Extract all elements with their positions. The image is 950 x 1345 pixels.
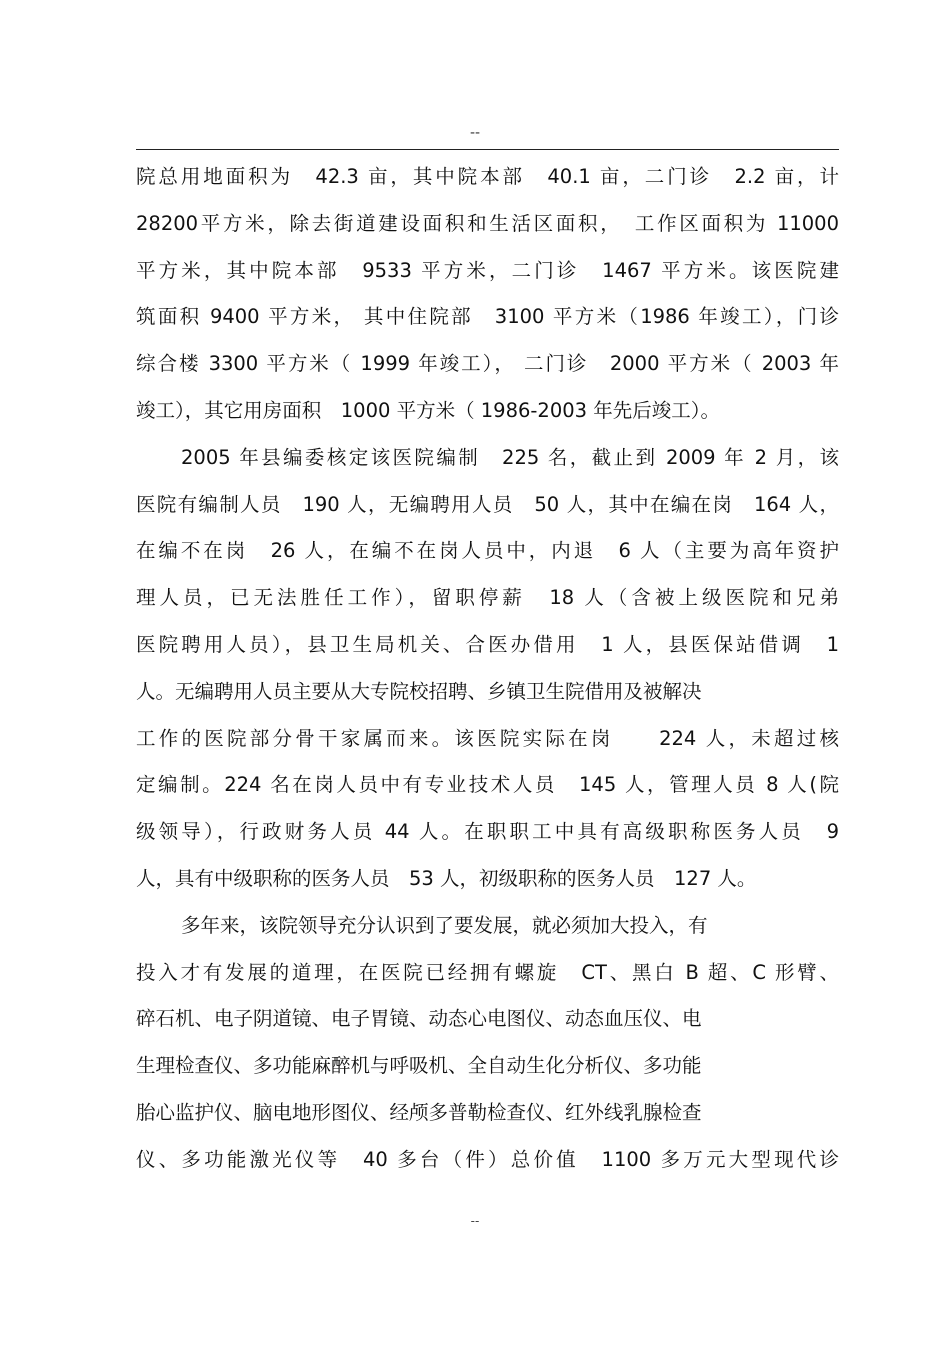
text-line: 竣工），其它用房面积 1000 平方米（ 1986-2003 年先后竣工）。 [136,398,721,422]
text-line: 工作的医院部分骨干家属而来。该医院实际在岗 224 人，未超过核 [136,726,839,750]
text-line: 级领导），行政财务人员 44 人。在职职工中具有高级职称医务人员 9 [136,820,839,844]
text-line: 仪、多功能激光仪等 40 多台（件）总价值 1100 多万元大型现代诊 [136,1147,839,1171]
text-line: 人。无编聘用人员主要从大专院校招聘、乡镇卫生院借用及被解决 [136,679,702,703]
text-line: 医院有编制人员 190 人，无编聘用人员 50 人，其中在编在岗 164 人， [136,492,839,516]
page-header-mark: -- [469,125,481,141]
page-footer-mark: -- [470,1214,480,1228]
text-line: 生理检查仪、多功能麻醉机与呼吸机、全自动生化分析仪、多功能 [136,1054,702,1078]
text-line: 投入才有发展的道理，在医院已经拥有螺旋 CT、黑白 B 超、C 形臂、 [136,960,839,984]
paragraph-start-line: 2005 年县编委核定该医院编制 225 名，截止到 2009 年 2 月，该 [181,445,839,469]
text-line: 在编不在岗 26 人，在编不在岗人员中，内退 6 人（主要为高年资护 [136,539,839,563]
body-text [136,154,839,1184]
header-divider [136,149,839,150]
text-line: 筑面积 9400 平方米， 其中住院部 3100 平方米（1986 年竣工），门诊 [136,305,839,329]
text-line: 医院聘用人员），县卫生局机关、合医办借用 1 人，县医保站借调 1 [136,632,839,656]
text-line: 综合楼 3300 平方米（ 1999 年竣工）， 二门诊 2000 平方米（ 2003 年 [136,352,839,376]
text-line: 人，具有中级职称的医务人员 53 人，初级职称的医务人员 127 人。 [136,866,757,890]
text-line: 定编制。224 名在岗人员中有专业技术人员 145 人，管理人员 8 人(院 [136,773,839,797]
text-line: 平方米，其中院本部 9533 平方米，二门诊 1467 平方米。该医院建 [136,258,839,282]
text-line: 28200平方米，除去街道建设面积和生活区面积， 工作区面积为 11000 [136,211,839,235]
text-line: 胎心监护仪、脑电地形图仪、经颅多普勒检查仪、红外线乳腺检查 [136,1100,702,1124]
text-line: 院总用地面积为 42.3 亩，其中院本部 40.1 亩，二门诊 2.2 亩，计 [136,165,839,188]
text-line: 碎石机、电子阴道镜、电子胃镜、动态心电图仪、动态血压仪、电 [136,1007,702,1031]
paragraph-start-line: 多年来，该院领导充分认识到了要发展，就必须加大投入，有 [181,913,708,937]
text-line: 理人员，已无法胜任工作），留职停薪 18 人（含被上级医院和兄弟 [136,586,839,610]
